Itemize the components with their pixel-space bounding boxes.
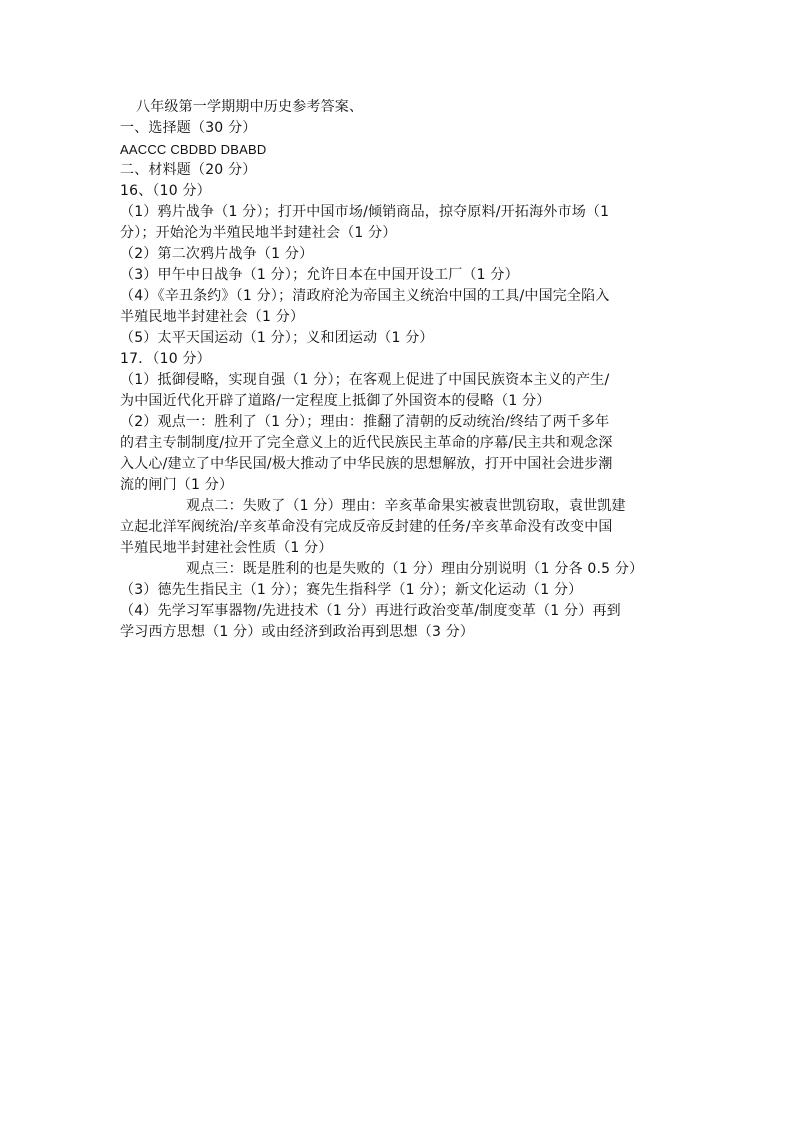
multiple-choice-answers: AACCC CBDBD DBABD [120, 142, 267, 157]
section-heading-material: 二、材料题（20 分） [120, 162, 257, 178]
answer-line: 的君主专制制度/拉开了完全意义上的近代民族民主革命的序幕/民主共和观念深 [120, 435, 613, 451]
answer-line: （1）鸦片战争（1 分）；打开中国市场/倾销商品，掠夺原料/开拓海外市场（1 [120, 204, 610, 220]
answer-line: 立起北洋军阀统治/辛亥革命没有完成反帝反封建的任务/辛亥革命没有改变中国 [120, 519, 613, 535]
answer-line: 为中国近代化开辟了道路/一定程度上抵御了外国资本的侵略（1 分） [120, 393, 551, 409]
answer-line: 流的闸门（1 分） [120, 477, 234, 493]
answer-line: （3）德先生指民主（1 分）；赛先生指科学（1 分）；新文化运动（1 分） [120, 582, 583, 598]
answer-line: 入人心/建立了中华民国/极大推动了中华民族的思想解放，打开中国社会进步潮 [120, 456, 613, 472]
answer-line: （2）观点一：胜利了（1 分）；理由：推翻了清朝的反动统治/终结了两千多年 [120, 414, 610, 430]
answer-line: （5）太平天国运动（1 分）；义和团运动（1 分） [120, 330, 434, 346]
answer-line: （4）《辛丑条约》（1 分）；清政府沦为帝国主义统治中国的工具/中国完全陷入 [120, 288, 610, 304]
answer-line: （1）抵御侵略，实现自强（1 分）；在客观上促进了中国民族资本主义的产生/ [120, 372, 610, 388]
document-title: 八年级第一学期期中历史参考答案、 [136, 99, 364, 115]
answer-line: （2）第二次鸦片战争（1 分） [120, 246, 314, 262]
answer-line: （3）甲午中日战争（1 分）；允许日本在中国开设工厂（1 分） [120, 267, 519, 283]
answer-line: 半殖民地半封建社会（1 分） [120, 309, 305, 325]
viewpoint-two-line: 观点二：失败了（1 分）理由：辛亥革命果实被袁世凯窃取，袁世凯建 [186, 498, 626, 514]
viewpoint-three-line: 观点三：既是胜利的也是失败的（1 分）理由分别说明（1 分各 0.5 分） [186, 561, 644, 577]
answer-line: 分）；开始沦为半殖民地半封建社会（1 分） [120, 225, 397, 241]
answer-line: 半殖民地半封建社会性质（1 分） [120, 540, 333, 556]
question-17-heading: 17．（10 分） [120, 351, 211, 367]
answer-line: （4）先学习军事器物/先进技术（1 分）再进行政治变革/制度变革（1 分）再到 [120, 603, 621, 619]
question-16-heading: 16、（10 分） [120, 183, 211, 199]
answer-line: 学习西方思想（1 分）或由经济到政治再到思想（3 分） [120, 624, 475, 640]
section-heading-multiple-choice: 一、选择题（30 分） [120, 120, 257, 136]
